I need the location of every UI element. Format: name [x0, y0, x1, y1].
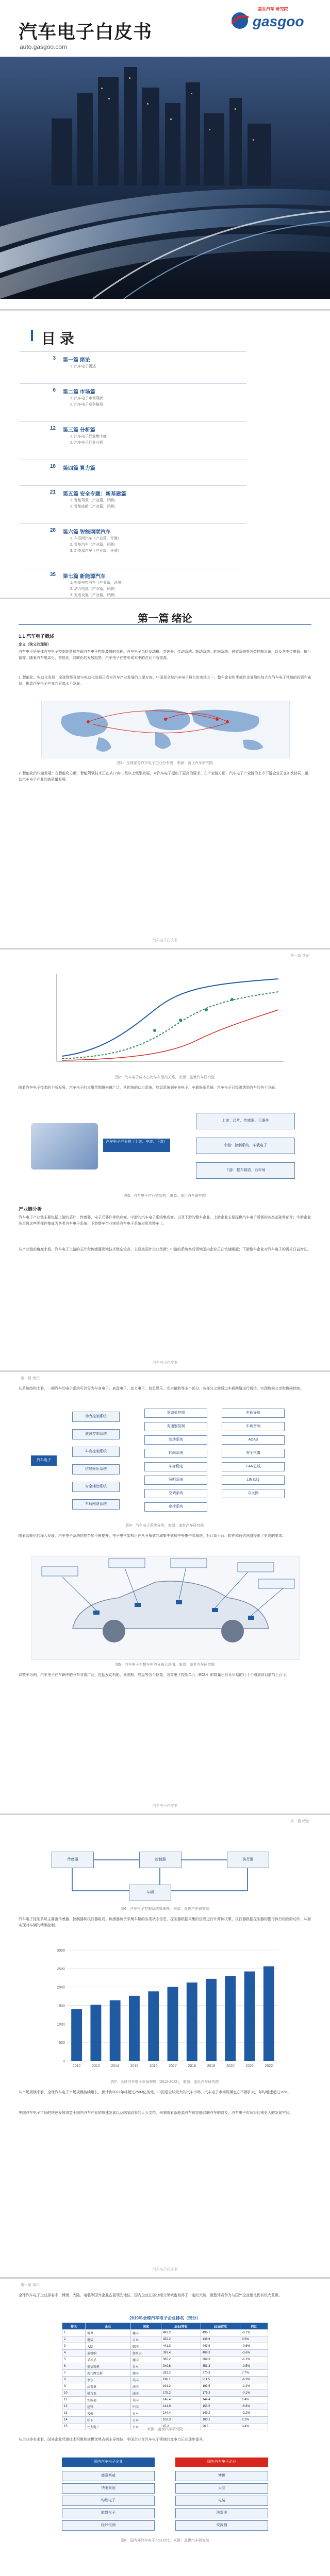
- page-divider: [0, 948, 330, 950]
- table-cell: 96.8: [201, 2424, 240, 2430]
- paragraph: 从系统结构上看，一辆汽车的电子系统可以分为车身电子、底盘电子、动力电子、信息娱乐、安全辅助等多个部分，各部分之间通过车载网络进行通信，实现数据共享和协同控制。: [19, 1387, 304, 1391]
- table-cell: 加拿大: [130, 2350, 161, 2357]
- table-cell: -1.1%: [240, 2357, 268, 2363]
- tree-leaf: 座椅系统: [144, 1502, 207, 1512]
- table-body: [62, 2330, 268, 2430]
- definition-label: 定义（狭义的理解）: [19, 643, 51, 647]
- toc-chapter[interactable]: [41, 355, 258, 372]
- table-cell: 443.9: [201, 2343, 240, 2350]
- table-cell: 德国: [130, 2357, 161, 2363]
- section-title: 第一篇 绪论: [138, 613, 192, 624]
- page-divider: [0, 598, 330, 599]
- table-cell: 102.3: [161, 2417, 201, 2424]
- paragraph: 从企业排名来看，国外企业凭借技术积累和规模优势占据主导地位，中国企业在汽车电子领域的竞争力正在逐步提升。: [19, 2438, 206, 2442]
- table-row: [62, 2397, 268, 2403]
- toc-subsection: 2. 智能汽车（产业篇，评测）: [70, 543, 118, 547]
- tree-leaf: 发动机控制: [144, 1409, 207, 1418]
- toc-chapter-title: 第二篇 市场篇: [63, 389, 95, 395]
- toc-chapter[interactable]: [41, 572, 258, 601]
- bar: [263, 1967, 274, 2061]
- table-cell: 198.1: [161, 2377, 201, 2383]
- toc-chapter[interactable]: [41, 464, 258, 474]
- table-cell: 法雷奥: [86, 2383, 131, 2390]
- paragraph: 中国汽车电子市场的快速发展得益于国内汽车产业的快速发展以及国家政策的大力支持，未来随着新能源汽车和智能网联汽车的普及，汽车电子市场将迎来更大的发展空间。: [19, 2111, 293, 2115]
- table-cell: 2: [62, 2336, 86, 2343]
- tree-leaf: 照明系统: [144, 1476, 207, 1485]
- toc-chapter[interactable]: [41, 489, 258, 512]
- table-cell: 日本: [130, 2363, 161, 2370]
- figure-caption: 图6：汽车电子控制系统原理图，来源：盖世汽车研究院: [121, 1907, 209, 1911]
- footer-tag: 汽车电子白皮书: [152, 939, 178, 942]
- x-tick-label: 2022: [265, 2064, 273, 2068]
- company-comparison: [62, 2458, 268, 2535]
- table-cell: 97.2: [161, 2424, 201, 2430]
- tree-leaf: 变速器控制: [144, 1422, 207, 1431]
- figure-caption: 图5：汽车电子在整车中的分布示意图，来源：盖世汽车研究院: [115, 1663, 215, 1667]
- table-cell: -3.2%: [240, 2410, 268, 2417]
- table-header-cell: 2018营收: [201, 2323, 240, 2330]
- table-cell: 6: [62, 2363, 86, 2370]
- toc-chapter[interactable]: [41, 426, 258, 448]
- table-cell: 5: [62, 2357, 86, 2363]
- cover-page: [0, 0, 330, 309]
- table-cell: -0.7%: [240, 2330, 268, 2336]
- table-cell: 211.5: [201, 2377, 240, 2383]
- table-cell: 安波福: [86, 2397, 131, 2403]
- paragraph: 全球汽车电子企业排名中，博世、大陆、电装等国外企业占据领先地位，国内企业在部分细分领域也取得了一定的突破，但整体竞争力与国外企业相比仍有较大差距。: [19, 2294, 282, 2297]
- chain-box: 中游：控制系统、车载电子: [196, 1138, 295, 1154]
- table-row: [62, 2417, 268, 2424]
- table-cell: 144.4: [161, 2410, 201, 2417]
- car-xray-icon: [31, 1556, 300, 1659]
- tree-leaf: 空调系统: [144, 1489, 207, 1498]
- tree-branch: 车载网络系统: [72, 1499, 120, 1510]
- table-cell: 175.3: [201, 2390, 240, 2397]
- table-cell: 7: [62, 2370, 86, 2377]
- table-cell: 现代摩比斯: [86, 2370, 131, 2377]
- tree-leaf: ADAS: [222, 1435, 285, 1445]
- table-row: [62, 2336, 268, 2343]
- system-tree: [31, 1406, 299, 1520]
- table-row: [62, 2410, 268, 2417]
- table-cell: 191.2: [161, 2383, 201, 2390]
- tree-branch: 车身控制系统: [72, 1447, 120, 1457]
- toc-title: 目 录: [41, 331, 74, 347]
- tree-leaf: LIN总线: [222, 1476, 285, 1485]
- table-cell: 1: [62, 2330, 86, 2336]
- table-cell: 大陆: [86, 2343, 131, 2350]
- tree-leaf: CAN总线: [222, 1462, 285, 1471]
- header-tag: 第一篇 绪论: [290, 1820, 309, 1823]
- header-tag: 第一篇 绪论: [21, 1377, 40, 1380]
- world-map: [41, 701, 290, 758]
- table-row: [62, 2350, 268, 2357]
- bar: [244, 1972, 255, 2061]
- table-cell: 153.5: [201, 2403, 240, 2410]
- chain-box: 下游：整车制造、后市场: [196, 1162, 295, 1179]
- toc-page-number: 18: [50, 464, 56, 469]
- x-tick-label: 2014: [111, 2064, 119, 2068]
- table-cell: 393.4: [161, 2350, 201, 2357]
- tree-leaf: 制动系统: [144, 1435, 207, 1445]
- table-cell: 436.9: [201, 2336, 240, 2343]
- paragraph: 随着智能化的深入发展，汽车电子系统的复杂度不断提升，电子电气架构正在从分布式向域集中式和中央集中式演进，对计算平台、软件和通信网络提出了更高的要求。: [19, 1534, 286, 1538]
- toc-divider: [20, 351, 246, 352]
- section-1-page: [0, 598, 330, 948]
- domestic-companies-header: 国内汽车电子企业: [62, 2458, 155, 2467]
- table-cell: 8: [62, 2377, 86, 2383]
- x-tick-label: 2012: [72, 2064, 81, 2068]
- table-cell: 李尔: [86, 2377, 131, 2383]
- table-cell: 175.2: [161, 2390, 201, 2397]
- figure-caption: 图2：汽车电子成本占比与车型的关系，来源：盖世汽车研究院: [115, 1076, 215, 1079]
- table-cell: 14: [62, 2417, 86, 2424]
- tree-root: 汽车电子: [31, 1455, 57, 1466]
- toc-title-bar: [31, 330, 33, 341]
- table-cell: 日本: [130, 2417, 161, 2424]
- table-cell: 2.2%: [240, 2417, 268, 2424]
- page-divider: [0, 309, 330, 311]
- table-cell: 193.5: [201, 2383, 240, 2390]
- table-cell: 369.3: [201, 2357, 240, 2363]
- table-row: [62, 2377, 268, 2383]
- table-header-cell: 国家: [130, 2323, 161, 2330]
- tree-leaf: 车载导航: [222, 1409, 285, 1418]
- table-cell: 349.6: [161, 2363, 201, 2370]
- toc-page-number: 6: [53, 387, 56, 393]
- city-highway-illustration: [0, 57, 330, 299]
- table-cell: 149.2: [201, 2410, 240, 2417]
- table-cell: 441.3: [161, 2343, 201, 2350]
- table-row: [62, 2403, 268, 2410]
- table-cell: 351.3: [201, 2363, 240, 2370]
- gasgoo-logo: [227, 6, 304, 33]
- bar: [90, 2005, 101, 2061]
- toc-subsection: 3. 新能源汽车（产业篇，评测）: [70, 549, 121, 553]
- paragraph: 随着汽车电子技术的不断发展，汽车电子的应用范围越来越广泛，从传统的动力系统、底盘系统到车身电子、车载娱乐系统，汽车电子已经渗透到汽车的各个方面。: [19, 1086, 278, 1090]
- table-header-row: [62, 2323, 268, 2330]
- footer-tag: 汽车电子白皮书: [152, 1804, 178, 1808]
- paragraph: 1. 智能化、电动化发展：全球智能驾驶与电动化发展已成为汽车产业发展的主要方向。中国是全球汽车电子最大的市场之一，整车企业和零部件企业纷纷加大在汽车电子领域的投资和布局，推动汽车电子产业向更高水平发展。: [19, 676, 311, 686]
- section-title-rule: [19, 624, 311, 625]
- x-tick-label: 2021: [245, 2064, 254, 2068]
- table-cell: 佛吉亚: [86, 2390, 131, 2397]
- bar-chart-svg: [46, 1942, 284, 2076]
- table-cell: 中国: [130, 2403, 161, 2410]
- foreign-company: 安波福: [175, 2520, 268, 2531]
- toc-subsection: 3. 充电设施（产业篇，评测）: [70, 594, 118, 597]
- footer-tag: 汽车电子白皮书: [152, 1361, 178, 1365]
- table-cell: 408.3: [201, 2350, 240, 2357]
- table-cell: 7.7%: [240, 2370, 268, 2377]
- table-cell: 矢崎: [86, 2410, 131, 2417]
- bar: [187, 1982, 197, 2061]
- section-heading: 产业链分析: [19, 1207, 42, 1212]
- car-diagram: [31, 1556, 300, 1660]
- toc-chapter[interactable]: [41, 387, 258, 410]
- table-cell: 延锋: [86, 2403, 131, 2410]
- x-tick-label: 2015: [130, 2064, 139, 2068]
- domestic-company: 德赛西威: [62, 2471, 155, 2481]
- bar: [71, 2009, 82, 2061]
- table-cell: 100.1: [201, 2417, 240, 2424]
- y-tick-label: 0: [63, 2060, 65, 2063]
- tree-leaf: 以太网: [222, 1489, 285, 1498]
- toc-divider: [20, 485, 246, 486]
- tree-leaf: 车身稳定: [144, 1462, 207, 1471]
- table-cell: 日本: [130, 2424, 161, 2430]
- tree-branch: 动力控制系统: [72, 1412, 120, 1422]
- section-3-page: [0, 1814, 330, 2277]
- page-divider: [0, 1814, 330, 1815]
- toc-subsection: 2. 汽车电子竞争格局: [70, 403, 103, 406]
- figure-caption: 图8：国内外汽车电子企业对比，来源：盖世汽车研究院: [121, 2539, 209, 2543]
- table-cell: 452.2: [161, 2336, 201, 2343]
- figure-caption: 图4：汽车电子系统分类，来源：盖世汽车研究院: [126, 1524, 204, 1528]
- table-cell: -5.6%: [240, 2403, 268, 2410]
- industry-chain-figure: [31, 1103, 299, 1190]
- table-cell: 493.2: [161, 2330, 201, 2336]
- toc-subsection: 1. 汽车电子市场现状: [70, 397, 103, 400]
- cost-share-chart: [41, 969, 289, 1072]
- table-cell: 日本: [130, 2336, 161, 2343]
- table-cell: -0.6%: [240, 2343, 268, 2350]
- table-cell: 法国: [130, 2383, 161, 2390]
- tree-branch: 安全辅助系统: [72, 1482, 120, 1492]
- tree-branch: 底盘控制系统: [72, 1429, 120, 1439]
- foreign-companies-header: 国外汽车电子企业: [175, 2458, 268, 2467]
- toc-chapter-title: 第七篇 新能源汽车: [63, 574, 106, 580]
- domestic-company: 经纬恒润: [62, 2520, 155, 2531]
- toc-subsection: 1. 车联网汽车（产业篇，评测）: [70, 537, 121, 540]
- y-tick-label: 1500: [57, 2004, 65, 2008]
- bar: [206, 1979, 217, 2061]
- logo-wordmark: gasgoo: [253, 13, 304, 29]
- y-tick-label: 3000: [57, 1949, 65, 1953]
- section-heading: 1.1 汽车电子概述: [19, 634, 55, 639]
- table-cell: 电装: [86, 2336, 131, 2343]
- y-tick-label: 2500: [57, 1967, 65, 1971]
- y-tick-label: 1000: [57, 2023, 65, 2027]
- bar: [168, 1987, 178, 2061]
- table-row: [62, 2343, 268, 2350]
- table-cell: 英国: [130, 2397, 161, 2403]
- x-tick-label: 2013: [92, 2064, 100, 2068]
- ranking-table-title: 2019年全球汽车电子企业排名（部分）: [129, 2316, 201, 2320]
- table-cell: -3.6%: [240, 2350, 268, 2357]
- table-cell: 10: [62, 2390, 86, 2397]
- y-tick-label: 2000: [57, 1986, 65, 1990]
- x-tick-label: 2018: [188, 2064, 196, 2068]
- table-cell: -6.3%: [240, 2377, 268, 2383]
- ranking-table: [62, 2323, 268, 2430]
- toc-chapter-title: 第三篇 分析篇: [63, 428, 95, 433]
- toc-chapter[interactable]: [41, 528, 258, 556]
- table-cell: 德国: [130, 2343, 161, 2350]
- logo-mark-icon: [227, 10, 253, 31]
- tree-leaf: 转向系统: [144, 1449, 207, 1458]
- header-tag: 第一篇 绪论: [21, 2283, 40, 2287]
- table-cell: 365.2: [161, 2357, 201, 2363]
- x-tick-label: 2016: [149, 2064, 158, 2068]
- table-cell: 爱信精机: [86, 2363, 131, 2370]
- bar: [129, 1996, 140, 2061]
- control-box: 车辆: [129, 1885, 171, 1901]
- toc-subsection: 1. 电驱电控汽车（产业篇，评测）: [70, 581, 125, 585]
- cover-image: [0, 57, 330, 299]
- toc-divider: [20, 421, 246, 422]
- toc-page-number: 35: [50, 572, 56, 578]
- paragraph: 从产业链的角度来看，汽车电子上游的芯片和传感器领域技术壁垒较高，主要被国外企业垄断；中游的系统集成领域国内企业正在快速崛起；下游整车企业对汽车电子的需求日益增长。: [19, 1248, 311, 1251]
- page-divider: [0, 2277, 330, 2279]
- table-cell: 144.4: [201, 2397, 240, 2403]
- table-cell: 11: [62, 2397, 86, 2403]
- tree-leaf: 安全气囊: [222, 1449, 285, 1458]
- table-cell: 日本: [130, 2410, 161, 2417]
- toc-divider: [20, 523, 246, 524]
- tree-leaf: 车载音响: [222, 1422, 285, 1431]
- table-cell: 3: [62, 2343, 86, 2350]
- section-1b-page: [0, 948, 330, 1370]
- domestic-company: 均胜电子: [62, 2496, 155, 2506]
- x-tick-label: 2020: [226, 2064, 235, 2068]
- line-chart: [41, 969, 289, 1072]
- table-cell: 146.4: [161, 2397, 201, 2403]
- table-header-cell: 企业: [86, 2323, 131, 2330]
- figure-caption: 图1：全球部分汽车电子企业分布图，来源：盖世汽车研究院: [117, 761, 213, 765]
- table-row: [62, 2390, 268, 2397]
- chain-box: 上游：芯片、传感器、元器件: [196, 1113, 295, 1129]
- table-row: [62, 2370, 268, 2377]
- table-cell: 住友电工: [86, 2424, 131, 2430]
- table-cell: -1.2%: [240, 2383, 268, 2390]
- control-box: 控制器: [139, 1852, 182, 1868]
- market-bar-chart: [46, 1942, 284, 2076]
- paragraph: 2. 智能化的快速发展：在智能化方面，智能驾驶技术正在从L2向L3及以上级别发展，对汽车电子提出了更高的要求。在产业链方面，汽车电子产业链的上中下游企业正在加快协同，推动汽车电子产业的高质量发展。: [19, 772, 309, 782]
- table-cell: 3.5%: [240, 2336, 268, 2343]
- paragraph: 以整车为例，汽车电子在车辆中的分布非常广泛，包括发动机舱、驾驶舱、底盘等各个位置，各类电子控制单元（ECU）的数量已经从早期的几十个增加到目前的上百个。: [19, 1673, 290, 1677]
- toc-page-number: 21: [50, 489, 56, 495]
- table-cell: 270.3: [201, 2370, 240, 2377]
- domestic-company: 航盛电子: [62, 2508, 155, 2518]
- toc-chapter-title: 第四篇 算力篇: [63, 466, 95, 471]
- toc-subsection: 2. 汽车电子行业分析: [70, 441, 103, 445]
- table-cell: 4: [62, 2350, 86, 2357]
- table-cell: 9: [62, 2383, 86, 2390]
- toc-page-number: 28: [50, 528, 56, 533]
- page-divider: [0, 1370, 330, 1372]
- figure-caption: 图7：全球汽车电子市场规模（2012-2022），来源：盖世汽车研究院: [111, 2080, 219, 2084]
- paragraph: 汽车电子产业链主要包括上游的芯片、传感器、电子元器件等供应商，中游的汽车电子系统集成商，以及下游的整车企业。上游企业主要提供汽车电子所需的各类基础零部件；中游企业负责将这些零部件集成为各类汽车电子系统；下游整车企业则将汽车电子系统应用到整车上。: [19, 1216, 311, 1226]
- toc-chapter-title: 第五篇 安全专题：新基建篇: [63, 492, 126, 497]
- chain-center-box: 汽车电子产业链（上游、中游、下游）: [103, 1139, 170, 1152]
- control-flow: [52, 1844, 278, 1901]
- header-tag: 第一篇 绪论: [290, 954, 309, 958]
- control-box: 执行器: [227, 1852, 269, 1868]
- toc-chapter-title: 第六篇 智能网联汽车: [63, 530, 111, 535]
- y-tick-label: 500: [59, 2041, 65, 2045]
- bar: [225, 1976, 236, 2061]
- table-cell: 15: [62, 2424, 86, 2430]
- tree-branch: 信息娱乐系统: [72, 1464, 120, 1475]
- toc-subsection: 1. 智能驾驶（产业篇，评测）: [70, 499, 118, 502]
- logo-tagline: 盖世汽车 研究院: [258, 7, 288, 11]
- bar: [148, 1991, 159, 2061]
- x-tick-label: 2019: [207, 2064, 216, 2068]
- toc-subsection: 2. 智能座舱（产业篇，评测）: [70, 505, 118, 509]
- table-cell: 松下: [86, 2417, 131, 2424]
- table-header-cell: 排名: [62, 2323, 86, 2330]
- world-map-icon: [42, 701, 289, 758]
- toc-subsection: 1. 汽车电子概述: [70, 365, 96, 368]
- toc-page-number: 3: [53, 355, 56, 361]
- toc-subsection: 2. 动力电池（产业篇，评测）: [70, 587, 118, 591]
- table-cell: 韩国: [130, 2370, 161, 2377]
- table-cell: 博世: [86, 2330, 131, 2336]
- table-cell: 12: [62, 2403, 86, 2410]
- table-cell: 1.4%: [240, 2397, 268, 2403]
- foreign-company: 大陆: [175, 2483, 268, 2494]
- table-cell: 采埃孚: [86, 2357, 131, 2363]
- toc-page-number: 12: [50, 426, 56, 431]
- table-cell: 291.2: [161, 2370, 201, 2377]
- cover-url: auto.gasgoo.com: [20, 43, 68, 50]
- table-row: [62, 2357, 268, 2363]
- table-cell: 0.4%: [240, 2424, 268, 2430]
- table-row: [62, 2330, 268, 2336]
- table-row: [62, 2363, 268, 2370]
- table-cell: 美国: [130, 2377, 161, 2383]
- footer-tag: 汽车电子白皮书: [152, 2268, 178, 2272]
- table-cell: 13: [62, 2410, 86, 2417]
- table-header-cell: 同比: [240, 2323, 268, 2330]
- foreign-company: 电装: [175, 2496, 268, 2506]
- table-cell: 法国: [130, 2390, 161, 2397]
- section-4-page: [0, 2277, 330, 2576]
- table-cell: -0.1%: [240, 2390, 268, 2397]
- domestic-company: 华阳集团: [62, 2483, 155, 2494]
- table-header-cell: 2019营收: [161, 2323, 201, 2330]
- table-caption: 来源：盖世汽车研究院: [147, 2428, 183, 2431]
- control-box: 传感器: [52, 1852, 94, 1868]
- paragraph: 汽车电子是车体汽车电子控制装置和车载汽车电子控制装置的总称。汽车电子包括发动机、变速器、传动系统、制动系统、转向系统、悬架系统等各类控制系统，以及各类传感器、执行器等。随着汽车电动化、智能化、网联化的发展趋势，汽车电子在整车成本中的占比不断提高。: [19, 650, 311, 660]
- figure-caption: 图3：汽车电子产业链结构，来源：盖世汽车研究院: [124, 1194, 206, 1198]
- x-tick-label: 2017: [169, 2064, 177, 2068]
- table-row: [62, 2383, 268, 2390]
- foreign-company: 博世: [175, 2471, 268, 2481]
- table-cell: 麦格纳: [86, 2350, 131, 2357]
- table-cell: 496.7: [201, 2330, 240, 2336]
- toc-subsection: 1. 汽车电子行业集中度: [70, 435, 107, 438]
- paragraph: 汽车电子控制系统主要由传感器、控制器和执行器组成。传感器负责采集车辆的各类状态信息，控制器根据采集的信息进行计算和决策，执行器根据控制器的指令执行相应的动作，从而实现对车辆的精确控制。: [19, 1918, 311, 1927]
- foreign-company: 法雷奥: [175, 2508, 268, 2518]
- toc-divider: [20, 383, 246, 384]
- section-2-page: [0, 1370, 330, 1814]
- chain-image: [31, 1123, 98, 1170]
- table-cell: 德国: [130, 2330, 161, 2336]
- bar: [110, 2000, 121, 2061]
- cover-title: 汽车电子白皮书: [19, 21, 153, 42]
- toc-chapter-title: 第一篇 绪论: [63, 358, 90, 363]
- table-cell: -0.5%: [240, 2363, 268, 2370]
- paragraph: 从市场规模来看，全球汽车电子市场规模持续增长，预计到2022年将超过2500亿美元。中国是全球最大的汽车市场，汽车电子市场规模也在不断扩大，年均增速超过10%。: [19, 2091, 291, 2094]
- table-cell: 144.9: [161, 2403, 201, 2410]
